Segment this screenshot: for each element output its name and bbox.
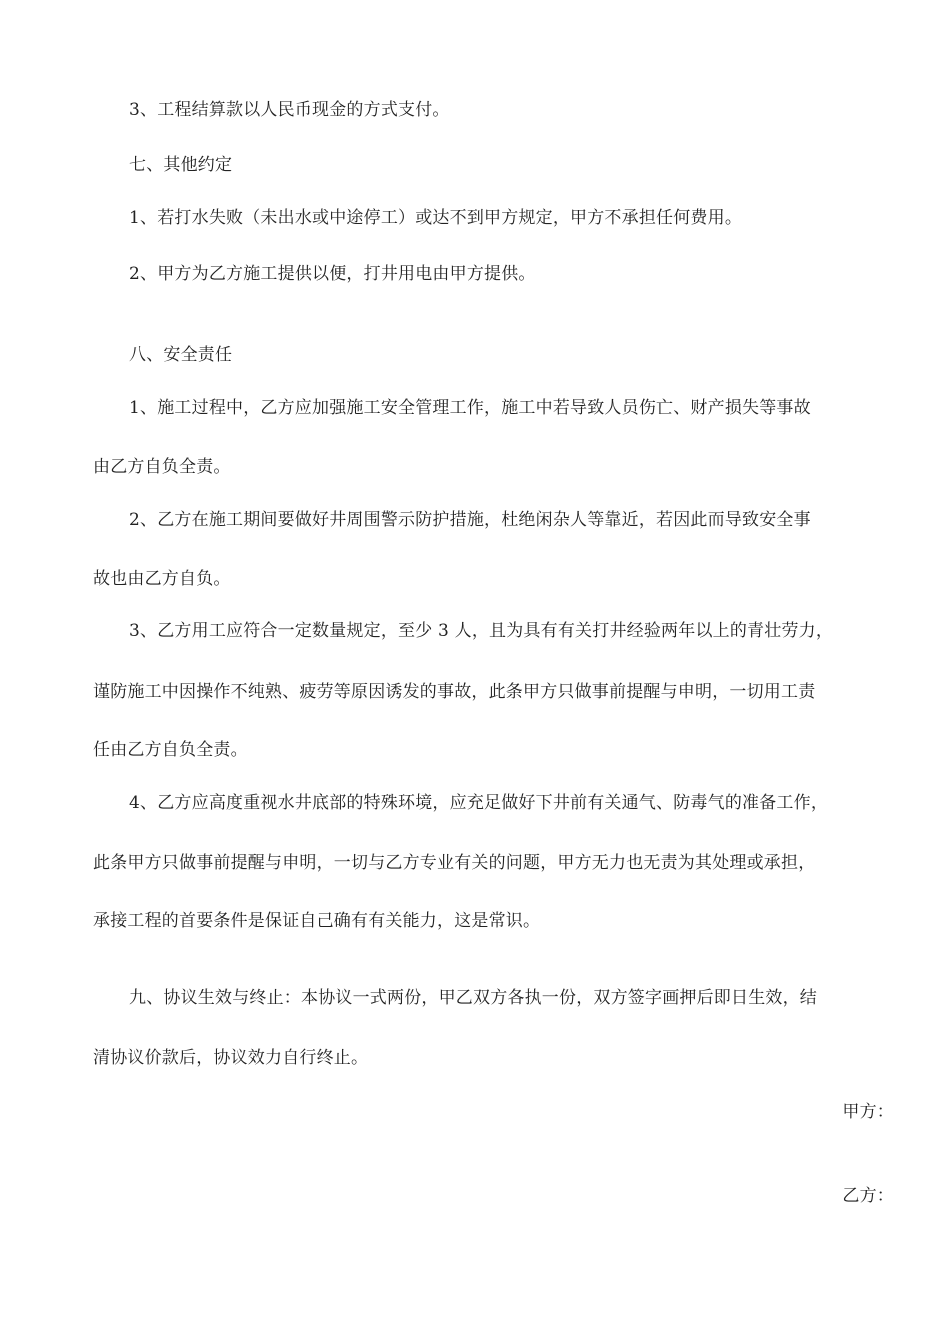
safety-clause-2-line-2: 故也由乙方自负。: [93, 569, 231, 589]
party-a-signature-label: 甲方：: [842, 1102, 894, 1122]
section-8-heading: 八、安全责任: [129, 345, 233, 365]
section-7-heading: 七、其他约定: [129, 155, 233, 175]
safety-clause-1-line-1: 1、施工过程中，乙方应加强施工安全管理工作，施工中若导致人员伤亡、财产损失等事故: [129, 398, 811, 418]
payment-clause-3: 3、工程结算款以人民币现金的方式支付。: [129, 100, 450, 120]
safety-clause-1-line-2: 由乙方自负全责。: [93, 457, 231, 477]
safety-clause-3-line-3: 任由乙方自负全责。: [93, 740, 248, 760]
safety-clause-4-line-1: 4、乙方应高度重视水井底部的特殊环境，应充足做好下井前有关通气、防毒气的准备工作，: [129, 793, 829, 813]
safety-clause-4-line-3: 承接工程的首要条件是保证自己确有有关能力，这是常识。: [93, 911, 541, 931]
safety-clause-2-line-1: 2、乙方在施工期间要做好井周围警示防护措施，杜绝闲杂人等靠近，若因此而导致安全事: [129, 510, 811, 530]
section-9-line-2: 清协议价款后，协议效力自行终止。: [93, 1048, 369, 1068]
safety-clause-3-line-1: 3、乙方用工应符合一定数量规定，至少 3 人，且为具有有关打井经验两年以上的青壮劳力，: [129, 621, 834, 641]
party-b-signature-label: 乙方：: [842, 1186, 894, 1206]
other-clause-2: 2、甲方为乙方施工提供以便，打井用电由甲方提供。: [129, 264, 536, 284]
section-9-line-1: 九、协议生效与终止：本协议一式两份，甲乙双方各执一份，双方签字画押后即日生效，结: [129, 988, 817, 1008]
other-clause-1: 1、若打水失败（未出水或中途停工）或达不到甲方规定，甲方不承担任何费用。: [129, 208, 743, 228]
safety-clause-3-line-2: 谨防施工中因操作不纯熟、疲劳等原因诱发的事故，此条甲方只做事前提醒与申明，一切用工责: [93, 682, 816, 702]
safety-clause-4-line-2: 此条甲方只做事前提醒与申明，一切与乙方专业有关的问题，甲方无力也无责为其处理或承担，: [93, 853, 816, 873]
